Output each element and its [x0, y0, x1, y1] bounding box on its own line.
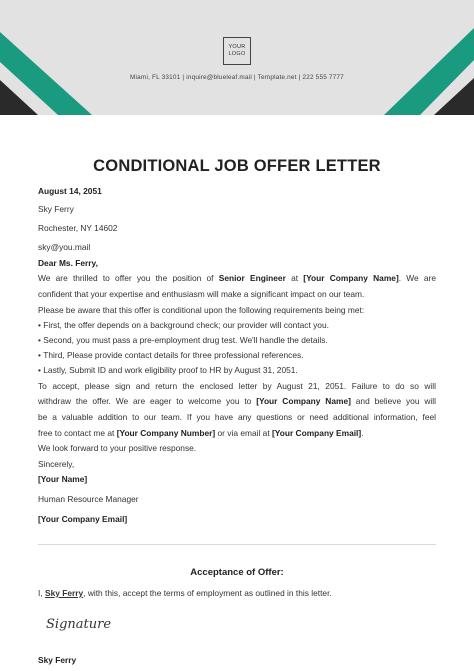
text: We are thrilled to offer you the position of: [38, 273, 214, 283]
text: .: [361, 428, 364, 438]
recipient-name: Sky Ferry: [38, 204, 74, 214]
sender-email: [Your Company Email]: [38, 514, 128, 524]
acceptance-statement: [38, 588, 332, 598]
paragraph-2: Please be aware that this offer is conditional upon the following requirements being met:: [38, 305, 365, 315]
bullet-text: Lastly, Submit ID and work eligibility proof to HR by August 31, 2051.: [43, 365, 298, 375]
paragraph-3-line-3: be a valuable addition to our team. If you have any questions or need additional information, feel: [38, 412, 436, 422]
company-name: [Your Company Name]: [256, 396, 351, 406]
paragraph-3-line-4: [38, 428, 364, 438]
company-number: [Your Company Number]: [116, 428, 216, 438]
recipient-address: Rochester, NY 14602: [38, 223, 118, 233]
bullet-item: • First, the offer depends on a background check; our provider will contact you.: [38, 320, 329, 330]
text: withdraw the offer. We are eager to welcome you to: [38, 396, 252, 406]
bullet-text: First, the offer depends on a background check; our provider will contact you.: [43, 320, 329, 330]
company-logo: YOUR LOGO: [223, 37, 251, 65]
bullet-text: Second, you must pass a pre-employment drug test. We'll handle the details.: [43, 335, 328, 345]
text: free to contact me at: [38, 428, 115, 438]
paragraph-3-line-2: [38, 396, 436, 406]
letter-date: August 14, 2051: [38, 186, 102, 196]
recipient-email: sky@you.mail: [38, 242, 91, 252]
text: or via email at: [217, 428, 270, 438]
company-name: [Your Company Name]: [303, 273, 399, 283]
text: and believe you will: [355, 396, 436, 406]
paragraph-3-line-1: To accept, please sign and return the enclosed letter by August 21, 2051. Failure to do so will: [38, 381, 436, 391]
company-email: [Your Company Email]: [271, 428, 362, 438]
text: . We are: [398, 273, 437, 283]
bullet-item: • Third, Please provide contact details for three professional references.: [38, 350, 304, 360]
bullet-item: • Second, you must pass a pre-employment drug test. We'll handle the details.: [38, 335, 328, 345]
acceptance-title: Acceptance of Offer:: [190, 567, 284, 578]
paragraph-1-line-2: confident that your expertise and enthusiasm will make a significant impact on our team.: [38, 289, 365, 299]
contact-info: Miami, FL 33101 | inquire@blueleaf.mail | Template.net | 222 555 7777: [130, 74, 344, 81]
position-title: Senior Engineer: [218, 273, 286, 283]
signature: Signature: [46, 617, 112, 632]
paragraph-1-line-1: [38, 273, 436, 283]
acceptor-name: Sky Ferry: [44, 588, 84, 598]
text: I,: [38, 588, 43, 598]
signer-name: Sky Ferry: [38, 655, 77, 665]
section-divider: [38, 544, 436, 545]
bullet-item: • Lastly, Submit ID and work eligibility proof to HR by August 31, 2051.: [38, 365, 298, 375]
sender-title: Human Resource Manager: [38, 494, 139, 504]
text: at: [291, 273, 299, 283]
sender-name: [Your Name]: [38, 474, 88, 484]
text: , with this, accept the terms of employment as outlined in this letter.: [83, 588, 332, 598]
letterhead: [0, 0, 474, 115]
salutation: Dear Ms. Ferry,: [38, 258, 98, 268]
document-title: CONDITIONAL JOB OFFER LETTER: [93, 157, 381, 175]
bullet-text: Third, Please provide contact details for three professional references.: [43, 350, 304, 360]
closing: Sincerely,: [38, 459, 75, 469]
paragraph-4: We look forward to your positive response.: [38, 443, 197, 453]
